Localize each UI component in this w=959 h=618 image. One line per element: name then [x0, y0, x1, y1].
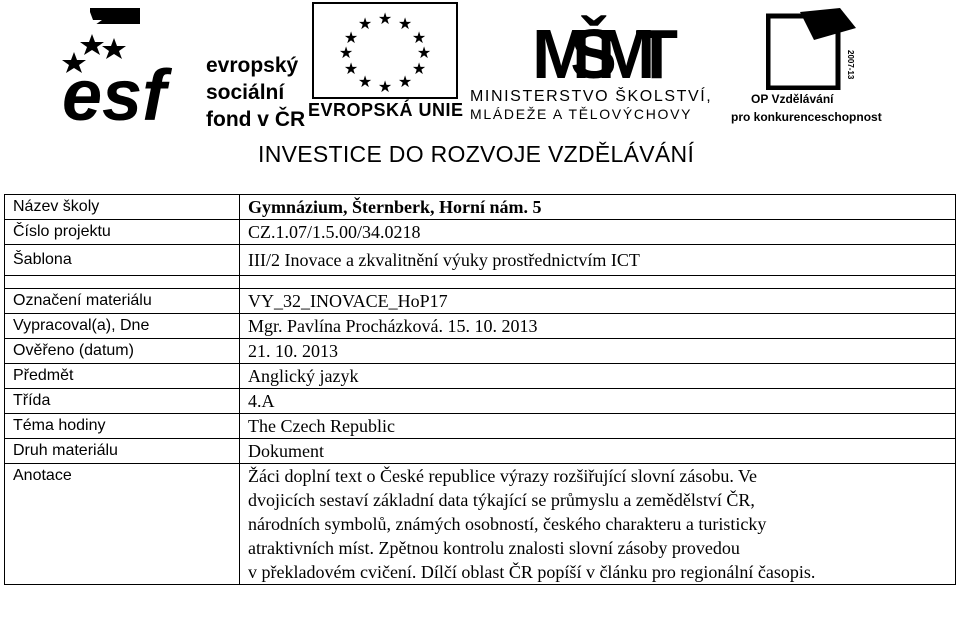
msmt-line-1: MINISTERSTVO ŠKOLSTVÍ, — [470, 88, 713, 105]
table-spacer-row — [5, 276, 956, 289]
row-value: Anglický jazyk — [240, 364, 956, 389]
svg-text:★: ★ — [357, 72, 373, 91]
row-label: Vypracoval(a), Dne — [5, 314, 240, 339]
op-logo — [766, 6, 862, 90]
svg-text:★: ★ — [377, 77, 393, 96]
annotation-line: atraktivních míst. Zpětnou kontrolu znalosti slovní zásoby provedou — [248, 538, 740, 558]
svg-text:★: ★ — [338, 43, 354, 62]
svg-text:★: ★ — [397, 72, 413, 91]
esf-line-1: evropský — [206, 54, 299, 77]
table-row — [5, 195, 956, 220]
table-row — [5, 364, 956, 389]
msmt-line-2: MLÁDEŽE A TĚLOVÝCHOVY — [470, 106, 693, 122]
row-value: Gymnázium, Šternberk, Horní nám. 5 — [240, 195, 956, 220]
annotation-line: Žáci doplní text o České republice výrazy rozšiřující slovní zásobu. Ve — [248, 466, 758, 486]
table-row — [5, 414, 956, 439]
investice-slogan: INVESTICE DO ROZVOJE VZDĚLÁVÁNÍ — [258, 141, 695, 167]
table-row — [5, 464, 956, 585]
svg-text:★: ★ — [343, 28, 359, 47]
table-row — [5, 289, 956, 314]
row-label: Předmět — [5, 364, 240, 389]
annotation-line: národních symbolů, známých osobností, českého charakteru a turisticky — [248, 514, 767, 534]
table-row — [5, 339, 956, 364]
msmt-logo — [532, 0, 682, 86]
svg-text:★: ★ — [411, 59, 427, 78]
op-line-2: pro konkurenceschopnost — [731, 110, 882, 124]
esf-logo — [62, 8, 212, 126]
logo-header — [0, 0, 959, 186]
esf-line-2: sociální — [206, 81, 285, 104]
row-label: Anotace — [5, 464, 240, 585]
row-label: Téma hodiny — [5, 414, 240, 439]
annotation-line: v překladovém cvičení. Dílčí oblast ČR popíší v článku pro regionální časopis. — [248, 562, 816, 582]
row-value: VY_32_INOVACE_HoP17 — [240, 289, 956, 314]
svg-text:★: ★ — [357, 14, 373, 33]
table-row — [5, 389, 956, 414]
table-row — [5, 220, 956, 245]
material-info-table — [4, 194, 956, 585]
esf-line-3: fond v ČR — [206, 108, 306, 131]
op-line-1: OP Vzdělávání — [751, 92, 834, 106]
row-label: Název školy — [5, 195, 240, 220]
row-value: Mgr. Pavlína Procházková. 15. 10. 2013 — [240, 314, 956, 339]
row-value: III/2 Inovace a zkvalitnění výuky prostřednictvím ICT — [240, 245, 956, 276]
row-label: Třída — [5, 389, 240, 414]
svg-text:★: ★ — [377, 9, 393, 28]
row-label: Označení materiálu — [5, 289, 240, 314]
esf-logo-text: esf — [62, 56, 167, 126]
eu-flag — [312, 2, 458, 99]
annotation-text — [240, 464, 956, 585]
table-row — [5, 314, 956, 339]
esf-label — [206, 52, 305, 133]
table-row — [5, 439, 956, 464]
row-label: Ověřeno (datum) — [5, 339, 240, 364]
msmt-logo-text: MŠMT — [532, 15, 678, 86]
svg-text:★: ★ — [416, 43, 432, 62]
row-value: The Czech Republic — [240, 414, 956, 439]
svg-text:★: ★ — [411, 28, 427, 47]
svg-text:★: ★ — [397, 14, 413, 33]
row-label: Druh materiálu — [5, 439, 240, 464]
op-badge-text: 2007-13 — [846, 50, 855, 80]
row-label: Číslo projektu — [5, 220, 240, 245]
row-value: CZ.1.07/1.5.00/34.0218 — [240, 220, 956, 245]
svg-text:★: ★ — [343, 59, 359, 78]
row-value: 21. 10. 2013 — [240, 339, 956, 364]
row-value: 4.A — [240, 389, 956, 414]
eu-label: EVROPSKÁ UNIE — [308, 100, 464, 120]
annotation-line: dvojicích sestaví základní data týkající se průmyslu a zemědělství ČR, — [248, 490, 755, 510]
row-label: Šablona — [5, 245, 240, 276]
row-value: Dokument — [240, 439, 956, 464]
table-row — [5, 245, 956, 276]
